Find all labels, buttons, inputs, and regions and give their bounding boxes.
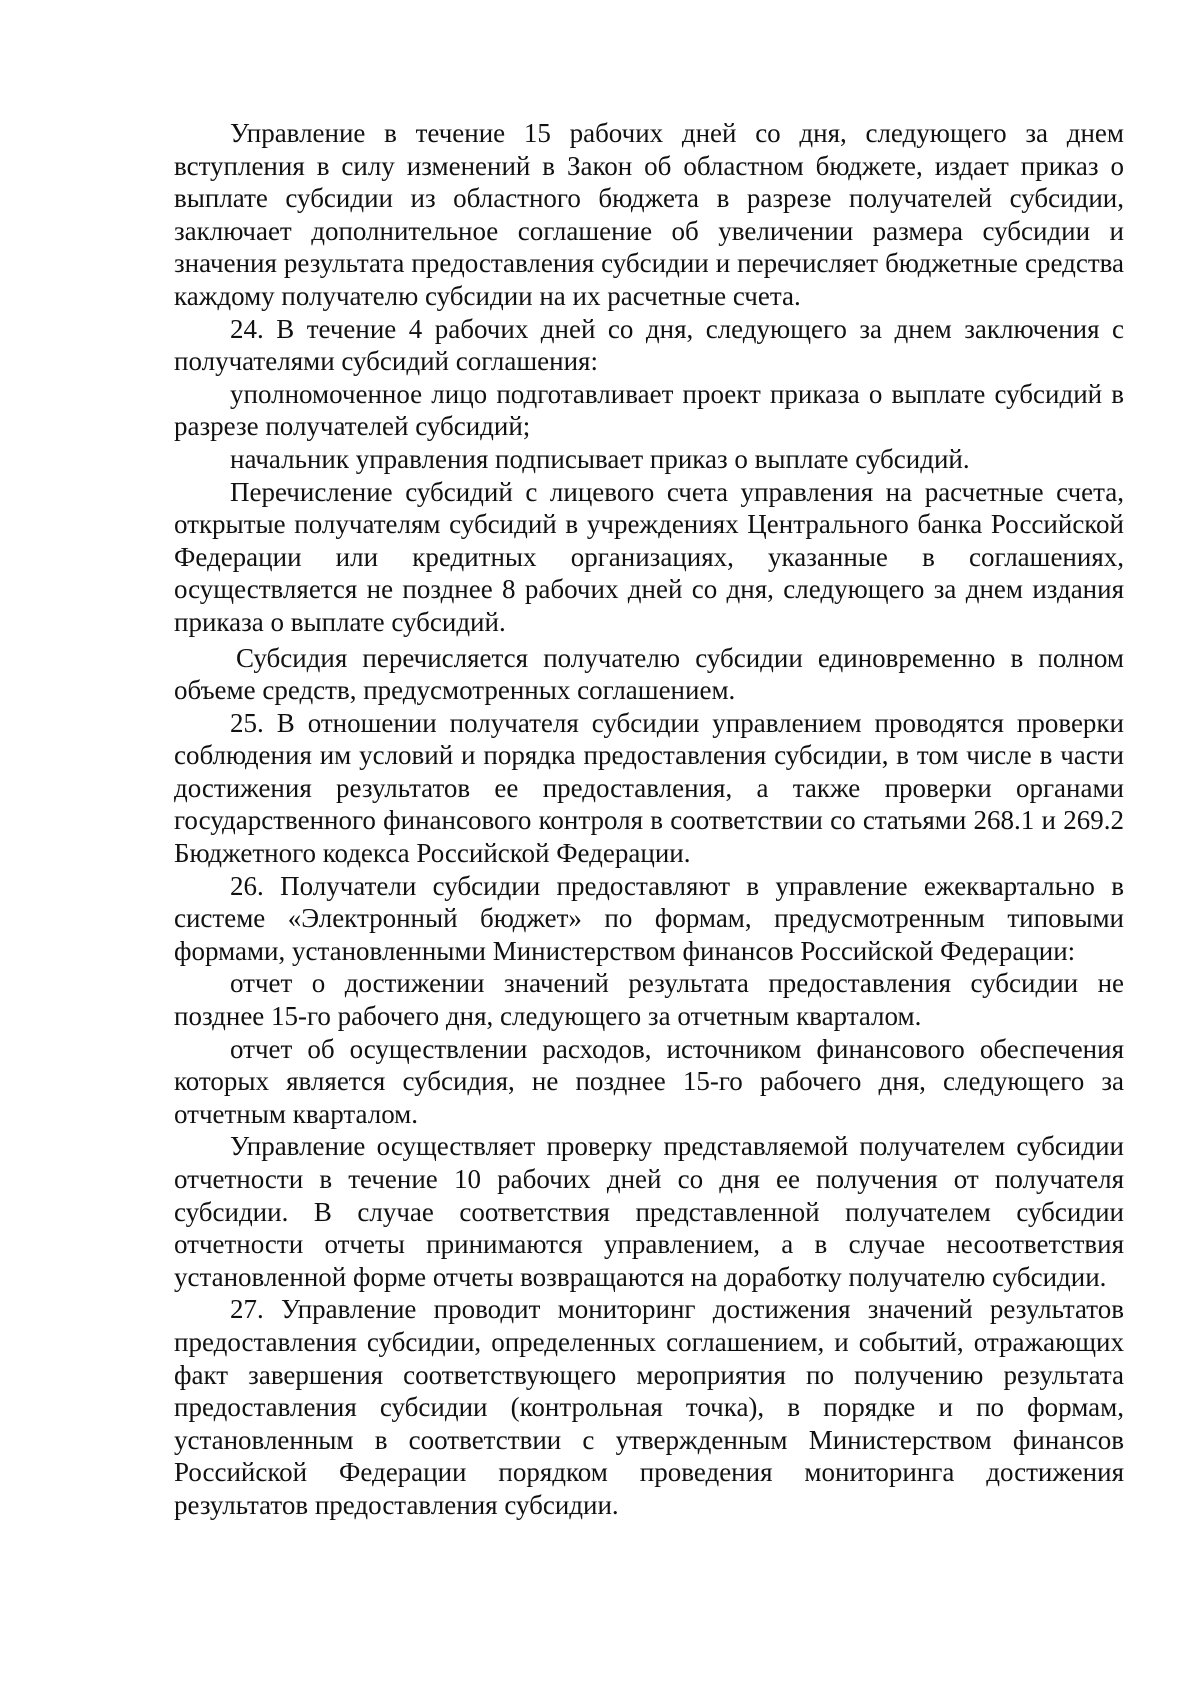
paragraph-item-24: 24. В течение 4 рабочих дней со дня, следующего за днем заключения с получателями субсидий соглашения: bbox=[174, 313, 1124, 377]
paragraph-lump-sum: Субсидия перечисляется получателю субсидии единовременно в полном объеме средств, предусмотренных соглашением. bbox=[174, 642, 1124, 706]
paragraph-item-26: 26. Получатели субсидии предоставляют в управление ежеквартально в системе «Электронный бюджет» по формам, предусмотренным типовыми формами, установленными Министерством финансов Российской Федерации: bbox=[174, 870, 1124, 966]
paragraph-transfer-after-law-change: Управление в течение 15 рабочих дней со дня, следующего за днем вступления в силу изменений в Закон об областном бюджете, издает приказ о выплате субсидии из областного бюджета в разрезе получателей субсидии, заключает дополнительное соглашение об увеличении размера субсидии и значения результата предоставления субсидии и перечисляет бюджетные средства каждому получателю субсидии на их расчетные счета. bbox=[174, 118, 1124, 311]
paragraph-report-results: отчет о достижении значений результата предоставления субсидии не позднее 15-го рабочего дня, следующего за отчетным кварталом. bbox=[174, 968, 1124, 1032]
paragraph-item-25: 25. В отношении получателя субсидии управлением проводятся проверки соблюдения им условий и порядка предоставления субсидии, в том числе в части достижения результатов ее предоставления, а также проверки органами государственного финансового контроля в соответствии со статьями 268.1 и 269.2 Бюджетного кодекса Российской Федерации. bbox=[174, 707, 1124, 869]
paragraph-item-27: 27. Управление проводит мониторинг достижения значений результатов предоставления субсидии, определенных соглашением, и событий, отражающих факт завершения соответствующего мероприятия по получению результата предоставления субсидии (контрольная точка), в порядке и по формам, установленным в соответствии с утвержденным Министерством финансов Российской Федерации порядком проведения мониторинга достижения результатов предоставления субсидии. bbox=[174, 1294, 1124, 1520]
document-body bbox=[174, 117, 1124, 1522]
paragraph-draft-order: уполномоченное лицо подготавливает проект приказа о выплате субсидий в разрезе получателей субсидий; bbox=[174, 378, 1124, 442]
paragraph-report-verification: Управление осуществляет проверку представляемой получателем субсидии отчетности в течение 10 рабочих дней со дня ее получения от получателя субсидии. В случае соответствия представленной получателем субсидии отчетности отчеты принимаются управлением, а в случае несоответствия установленной форме отчеты возвращаются на доработку получателю субсидии. bbox=[174, 1131, 1124, 1292]
paragraph-sign-order: начальник управления подписывает приказ о выплате субсидий. bbox=[230, 443, 970, 474]
paragraph-report-expenses: отчет об осуществлении расходов, источником финансового обеспечения которых является субсидия, не позднее 15-го рабочего дня, следующего за отчетным кварталом. bbox=[174, 1033, 1124, 1129]
paragraph-transfer-accounts: Перечисление субсидий с лицевого счета управления на расчетные счета, открытые получателям субсидий в учреждениях Центрального банка Российской Федерации или кредитных организациях, указанные в соглашениях, осуществляется не позднее 8 рабочих дней со дня, следующего за днем издания приказа о выплате субсидий. bbox=[174, 476, 1124, 637]
